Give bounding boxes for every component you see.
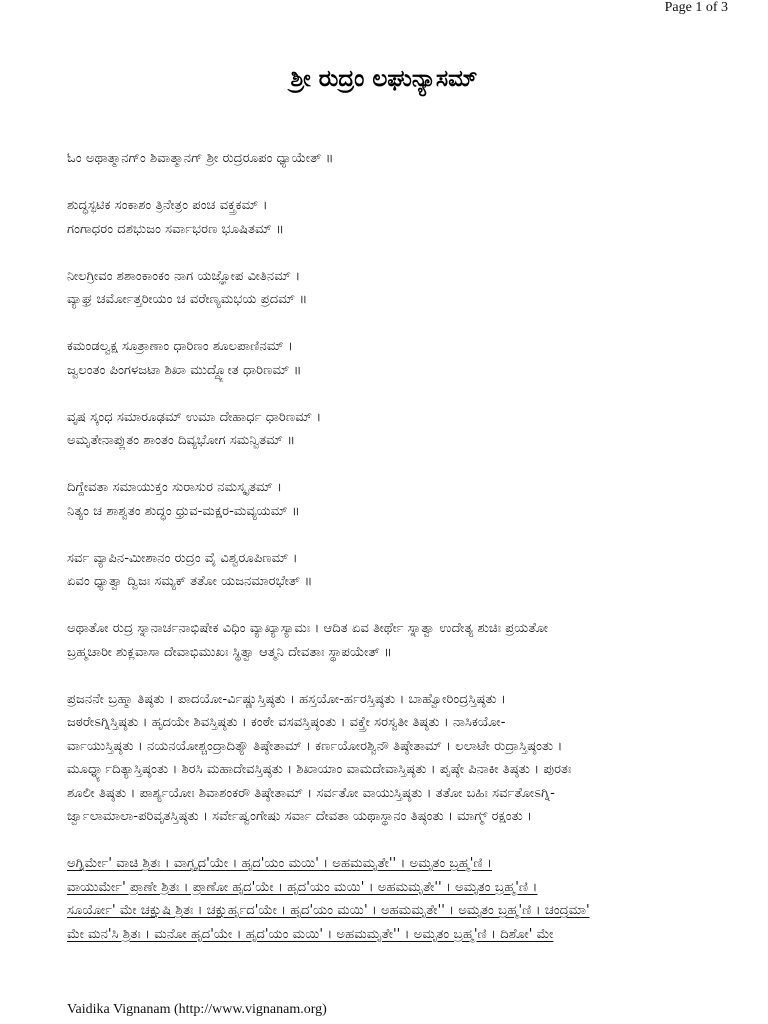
- footer-source: Vaidika Vignanam (http://www.vignanam.org): [67, 1002, 327, 1017]
- mantra-line: ಅಗ್ನಿರ್ಮೇ' ವಾಚಿ ಶ್ರಿತಃ । ವಾಗ್ಘೃದ'ಯೇ । ಹೃದ'ಯಂ ಮಯಿ' । ಅಹಮಮೃತೇ'' । ಅಮೃತಂ ಬ್ರಹ್ಮ'ಣಿ ।: [67, 856, 492, 871]
- mantra-block: [67, 852, 727, 946]
- verse-line: ಶುದ್ಧಸ್ಫಟಿಕ ಸಂಕಾಶಂ ತ್ರಿನೇತ್ರಂ ಪಂಚ ವಕ್ತ್ರಕಮ್ ।: [67, 198, 268, 213]
- stanza: [67, 476, 727, 523]
- paragraph-line: ಅಥಾತೋ ರುದ್ರ ಸ್ನಾನಾರ್ಚನಾಭಿಷೇಕ ವಿಧಿಂ ವ್ಯಾಖ್ಯಾಸ್ಯಾಮಃ । ಆದಿತ ಏವ ತೀರ್ಥೇ ಸ್ನಾತ್ವಾ ಉದೇತ್ಯ ಶುಚಿಃ ಪ್ರಯತೋ: [67, 621, 549, 636]
- verse-line: ದಿಗ್ದೇವತಾ ಸಮಾಯುಕ್ತಂ ಸುರಾಸುರ ನಮಸ್ಕೃತಮ್ ।: [67, 480, 283, 495]
- verse-line: ಕಮಂಡಲ್ವಕ್ಷ ಸೂತ್ರಾಣಾಂ ಧಾರಿಣಂ ಶೂಲಪಾಣಿನಮ್ ।: [67, 339, 293, 354]
- verse-line: ಜ್ವಲಂತಂ ಪಿಂಗಳಜಟಾ ಶಿಖಾ ಮುದ್ದ್ಯೋತ ಧಾರಿಣಮ್ ॥: [67, 362, 302, 378]
- paragraph-nyasa: [67, 688, 727, 829]
- stanza: [67, 194, 727, 241]
- mantra-line: ವಾಯುರ್ಮೇ' ಪ್ರಾಣೇ ಶ್ರಿತಃ । ಪ್ರಾಣೋ ಹೃದ'ಯೇ । ಹೃದ'ಯಂ ಮಯಿ' । ಅಹಮಮೃತೇ'' । ಅಮೃತಂ ಬ್ರಹ್ಮ'ಣಿ ।: [67, 879, 538, 895]
- document-body: [67, 147, 727, 970]
- paragraph-snana-vidhi: [67, 617, 727, 664]
- verse-line: ವ್ಯಾಘ್ರ ಚರ್ಮೋತ್ತರೀಯಂ ಚ ವರೇಣ್ಯಮಭಯ ಪ್ರದಮ್ ॥: [67, 292, 308, 307]
- paragraph-line: ಬ್ರಹ್ಮಚಾರೀ ಶುಕ್ಲವಾಸಾ ದೇವಾಭಿಮುಖಃ ಸ್ಥಿತ್ವಾ ಆತ್ಮನಿ ದೇವತಾಃ ಸ್ಥಾಪಯೇತ್ ॥: [67, 644, 392, 660]
- paragraph-line: ಮೂರ್ಧ್ನ್ಯಾದಿತ್ಯಾಸ್ತಿಷ್ಠಂತು । ಶಿರಸಿ ಮಹಾದೇವಸ್ತಿಷ್ಠತು । ಶಿಖಾಯಾಂ ವಾಮದೇವಾಸ್ತಿಷ್ಠತು । ಪೃಷ್ಠೇ ಪಿನಾಕೀ ತಿಷ್ಠತು । ಪುರತಃ: [67, 762, 572, 777]
- verse-line: ಗಂಗಾಧರಂ ದಶಭುಜಂ ಸರ್ವಾಭರಣ ಭೂಷಿತಮ್ ॥: [67, 221, 285, 237]
- paragraph-line: ರ್ವಾಯುಸ್ತಿಷ್ಠತು । ನಯನಯೋಶ್ಚಂದ್ರಾದಿತ್ಯೌ ತಿಷ್ಠೇತಾಮ್ । ಕರ್ಣಯೋರಶ್ವಿನೌ ತಿಷ್ಠೇತಾಮ್ । ಲಲಾಟೇ ರುದ್ರಾಸ್ತಿಷ್ಠಂತು ।: [67, 738, 563, 754]
- paragraph-line: ಶೂಲೀ ತಿಷ್ಠತು । ಪಾರ್ಶ್ಯಯೋಃ ಶಿವಾಶಂಕರೌ ತಿಷ್ಠೇತಾಮ್ । ಸರ್ವತೋ ವಾಯುಸ್ತಿಷ್ಠತು । ತತೋ ಬಹಿಃ ಸರ್ವತೋಽಗ್ನಿ-: [67, 785, 555, 801]
- verse-line: ವೃಷ ಸ್ಕಂಧ ಸಮಾರೂಢಮ್ ಉಮಾ ದೇಹಾರ್ಧ ಧಾರಿಣಮ್ ।: [67, 409, 322, 425]
- page-number: Page 1 of 3: [664, 0, 728, 15]
- verse-line: ಸರ್ವ ವ್ಯಾಪಿನ-ಮೀಶಾನಂ ರುದ್ರಂ ವೈ ವಿಶ್ವರೂಪಿಣಮ್ ।: [67, 550, 298, 566]
- stanza-invocation: [67, 147, 727, 171]
- stanza: [67, 335, 727, 382]
- stanza: [67, 406, 727, 453]
- document-title: ಶ್ರೀ ರುದ್ರಂ ಲಘುನ್ಯಾಸಮ್: [290, 66, 478, 92]
- paragraph-line: ರ್ಜ್ವಾಲಾಮಾಲಾ-ಪರಿವೃತಸ್ತಿಷ್ಠತು । ಸರ್ವೇಷ್ವಂಗೇಷು ಸರ್ವಾ ದೇವತಾ ಯಥಾಸ್ಥಾನಂ ತಿಷ್ಠಂತು । ಮಾಗ್ಮ್ ರಕ್ಷಂತು ।: [67, 809, 533, 824]
- paragraph-line: ಪ್ರಜನನೇ ಬ್ರಹ್ಮಾ ತಿಷ್ಠತು । ಪಾದಯೋ-ರ್ವಿಷ್ಣುಸ್ತಿಷ್ಠತು । ಹಸ್ತಯೋ-ರ್ಹರಸ್ತಿಷ್ಠತು । ಬಾಹ್ವೋರಿಂದ್ರಸ್ತಿಷ್ಠತು ।: [67, 691, 506, 707]
- stanza: [67, 547, 727, 594]
- verse-line: ನಿತ್ಯಂ ಚ ಶಾಶ್ವತಂ ಶುದ್ಧಂ ಧ್ರುವ-ಮಕ್ಷರ-ಮವ್ಯಯಮ್ ॥: [67, 503, 300, 519]
- verse-line: ಅಮೃತೇನಾಪ್ಲುತಂ ಶಾಂತಂ ದಿವ್ಯಭೋಗ ಸಮನ್ವಿತಮ್ ॥: [67, 433, 296, 448]
- stanza: [67, 265, 727, 312]
- mantra-line: ಸೂರ್ಯೋ' ಮೇ ಚಕ್ಷುಷಿ ಶ್ರಿತಃ । ಚಕ್ಷುರ್ಹೃದ'ಯೇ । ಹೃದ'ಯಂ ಮಯಿ' । ಅಹಮಮೃತೇ'' । ಅಮೃತಂ ಬ್ರಹ್ಮ'ಣಿ । ಚಂದ್ರಮಾ': [67, 903, 590, 918]
- verse-line: ನೀಲಗ್ರೀವಂ ಶಶಾಂಕಾಂಕಂ ನಾಗ ಯಜ್ಞೋಪ ವೀತಿನಮ್ ।: [67, 268, 301, 284]
- mantra-line: ಮೇ ಮನ'ಸಿ ಶ್ರಿತಃ । ಮನೋ ಹೃದ'ಯೇ । ಹೃದ'ಯಂ ಮಯಿ' । ಅಹಮಮೃತೇ'' । ಅಮೃತಂ ಬ್ರಹ್ಮ'ಣಿ । ದಿಶೋ' ಮೇ: [67, 926, 554, 942]
- verse-line: ಏವಂ ಧ್ಯಾತ್ವಾ ದ್ವಿಜಃ ಸಮ್ಯಕ್ ತತೋ ಯಜನಮಾರಭೇತ್ ॥: [67, 574, 313, 589]
- paragraph-line: ಜಠರೇಽಗ್ನಿಸ್ತಿಷ್ಠತು । ಹೃದಯೇ ಶಿವಸ್ತಿಷ್ಠತು । ಕಂಠೇ ವಸವಸ್ತಿಷ್ಠಂತು । ವಕ್ತ್ರೇ ಸರಸ್ವತೀ ತಿಷ್ಠತು । ನಾಸಿಕಯೋ-: [67, 715, 506, 730]
- verse-line: ಓಂ ಅಥಾತ್ಮಾನಗ್ಂ ಶಿವಾತ್ಮಾನಗ್ ಶ್ರೀ ರುದ್ರರೂಪಂ ಧ್ಯಾಯೇತ್ ॥: [67, 151, 334, 166]
